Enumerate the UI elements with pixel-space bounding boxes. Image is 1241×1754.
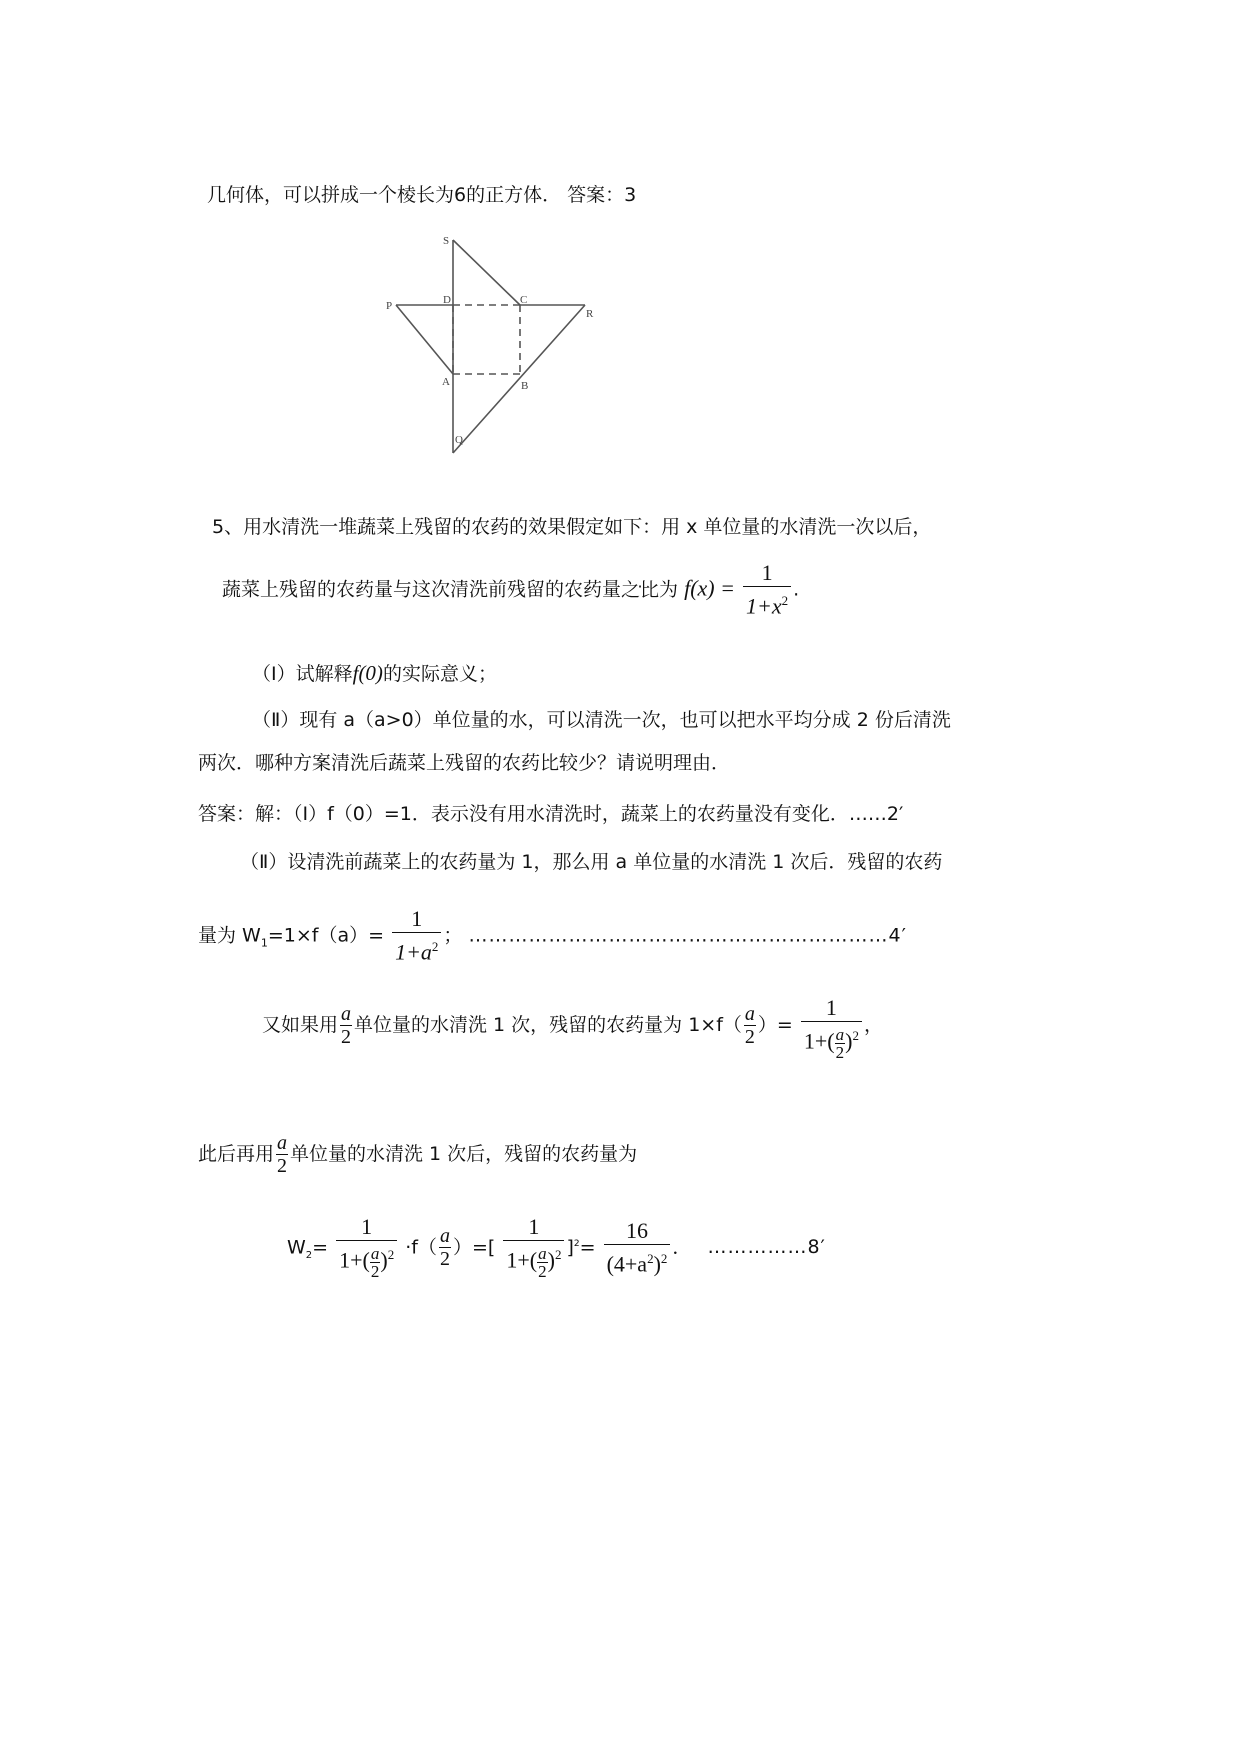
w2-bracket-close: ] [566, 1236, 574, 1259]
label-c: C [520, 294, 528, 306]
w1-suffix: ； [443, 924, 463, 947]
fx-fraction [743, 560, 791, 620]
fx-end: . [793, 578, 800, 601]
w2-arg-fraction: $\frac{a}{2}$ [439, 1225, 450, 1271]
w2-label: W [287, 1236, 306, 1259]
score-8: ……………8′ [707, 1236, 826, 1259]
w1-label: 量为 W [198, 924, 261, 947]
edge-p-a [396, 305, 453, 374]
half-close: ）= [757, 1014, 793, 1036]
part-one-question [252, 661, 497, 686]
second-suffix: 单位量的水清洗 1 次后，残留的农药量为 [290, 1143, 638, 1165]
half-fraction-arg: $\frac{a}{2}$ [744, 1003, 755, 1048]
w1-sub: 1 [260, 936, 268, 950]
label-d: D [443, 294, 451, 306]
intro-line: 几何体，可以拼成一个棱长为6的正方体． 答案：3 [207, 184, 637, 206]
w2-result-fraction: $\frac{16}{(4+a^2)^2}$ [604, 1218, 671, 1278]
w2-square: 2 [573, 1239, 580, 1249]
w2-eq2: = [579, 1236, 596, 1259]
half-prefix: 又如果用 [262, 1014, 339, 1036]
answer-second-wash-line [198, 1128, 637, 1180]
part-two-question-line2: 两次．哪种方案清洗后蔬菜上残留的农药比较少？请说明理由． [198, 752, 731, 774]
label-a: A [442, 376, 450, 388]
w2-sub: 2 [305, 1250, 313, 1262]
ratio-suffix: 为 [659, 578, 679, 601]
net-diagram [380, 225, 610, 465]
w1-numerator: 1 [411, 906, 423, 931]
w2-fraction-2: 1 1+( $\frac{a}{2}$ )$^2$ [503, 1214, 564, 1280]
answer-part-two-line1: （Ⅱ）设清洗前蔬菜上的农药量为 1，那么用 a 单位量的水清洗 1 次后．残留的农药 [240, 851, 943, 873]
label-p: P [386, 300, 393, 312]
w1-denominator: $1+a^2$ [392, 932, 441, 966]
part1-suffix: 的实际意义； [382, 663, 497, 685]
w2-times-f: ·f（ [405, 1236, 437, 1259]
label-s: S [443, 235, 450, 247]
answer-w1-line [198, 906, 907, 971]
half-end: ， [863, 1014, 883, 1036]
emphasis-text: 之比 · [621, 579, 659, 601]
half-result-fraction: 1 1+( $\frac{a}{2}$ )$^2$ [801, 995, 862, 1061]
label-q: Q [455, 434, 463, 446]
half-mid: 单位量的水清洗 1 次，残留的农药量为 1×f（ [354, 1014, 742, 1036]
fx-label: f(x) = [684, 575, 735, 601]
half-fraction: $\frac{a}{2}$ [341, 1003, 352, 1048]
edge-r-q [453, 305, 585, 453]
problem-ratio-line [222, 560, 799, 620]
part-two-question-line1: （Ⅱ）现有 a（a>0）单位量的水，可以清洗一次，也可以把水平均分成 2 份后清洗 [252, 709, 951, 731]
fx-numerator: 1 [761, 560, 773, 585]
answer-w2-line [287, 1214, 826, 1286]
w1-expr: =1×f（a）= [267, 924, 385, 947]
label-r: R [586, 308, 594, 320]
ratio-text: 蔬菜上残留的农药量与这次清洗前残留的农药量 [222, 578, 622, 601]
problem-statement: 5、用水清洗一堆蔬菜上残留的农药的效果假定如下：用 x 单位量的水清洗一次以后， [212, 516, 932, 538]
second-prefix: 此后再用 [198, 1143, 275, 1165]
score-4: ………………………………………………………4′ [468, 924, 907, 947]
w2-fraction-1: 1 1+( $\frac{a}{2}$ )$^2$ [336, 1214, 397, 1280]
f0-math: f(0) [352, 661, 383, 685]
w2-end: ． [672, 1236, 692, 1259]
w2-bracket-open: ）=[ [452, 1236, 496, 1259]
w2-eq: = [312, 1236, 329, 1259]
w1-fraction [392, 906, 441, 966]
answer-half-line [262, 995, 883, 1061]
label-b: B [521, 380, 529, 392]
part1-prefix: （Ⅰ）试解释 [252, 663, 353, 685]
answer-part-one: 答案：解：（I）f（0）=1．表示没有用水清洗时，蔬菜上的农药量没有变化．……2′ [198, 803, 904, 825]
fx-denominator: $1+x^2$ [743, 586, 791, 620]
second-half-fraction: $\frac{a}{2}$ [277, 1132, 288, 1177]
edge-s-c [453, 240, 520, 305]
